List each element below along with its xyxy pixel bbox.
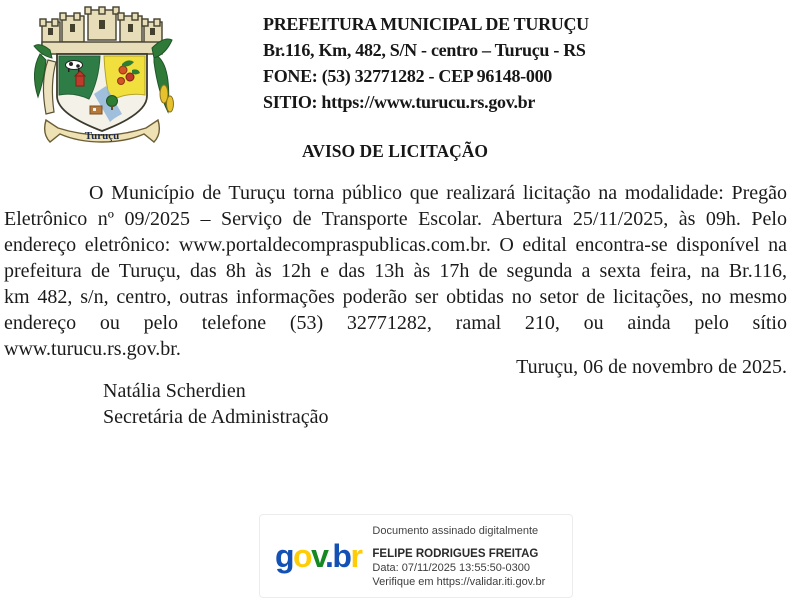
govbr-letter: r (350, 538, 362, 574)
stamp-date: Data: 07/11/2025 13:55:50-0300 (372, 561, 530, 574)
stamp-header: Documento assinado digitalmente (372, 524, 539, 537)
org-name: PREFEITURA MUNICIPAL DE TURUÇU (263, 14, 589, 34)
org-address: Br.116, Km, 482, S/N - centro – Turuçu - RS (263, 40, 586, 60)
shield-icon (57, 54, 147, 131)
document-title: AVISO DE LICITAÇÃO (301, 141, 489, 161)
date-line: Turuçu, 06 de novembro de 2025. (516, 356, 787, 378)
right-corn-icon (152, 39, 174, 112)
stamp-signer-name: FELIPE RODRIGUES FREITAG (372, 547, 539, 560)
org-website: SITIO: https://www.turucu.rs.gov.br (263, 92, 536, 112)
govbr-letter: g (275, 538, 294, 574)
signature-block (103, 379, 328, 430)
signer-role: Secretária de Administração (103, 405, 329, 428)
govbr-letter: v (311, 538, 326, 574)
left-branch-icon (34, 45, 56, 114)
govbr-letter: . (325, 538, 333, 574)
letterhead (263, 11, 589, 115)
stamp-verify-url: Verifique em https://validar.iti.gov.br (372, 575, 546, 588)
govbr-letter: b (332, 538, 351, 574)
govbr-letter: o (293, 538, 312, 574)
org-phone-cep: FONE: (53) 32771282 - CEP 96148-000 (263, 66, 552, 86)
stamp-text-block (372, 524, 545, 589)
digital-signature-stamp (259, 514, 573, 598)
notice-paragraph: O Município de Turuçu torna público que realizará licitação na modalidade: Pregão Eletrônico nº 09/2025 – Serviço de Transporte Escolar. Abertura 25/11/2025, às 09h. Pelo endereço eletrônico: www.portaldecompraspublicas.com.br. O edital encontra-se disponível na prefeitura de Turuçu, das 8h às 12h e das 13h às 17h de segunda a sexta feira, na Br.116, km 482, s/n, centro, outras informações poderão ser obtidas no setor de licitações, no mesmo endereço ou pelo telefone (53) 32771282, ramal 210, ou ainda pelo sítio www.turucu.rs.gov.br. (4, 182, 787, 360)
govbr-logo (275, 540, 361, 572)
signer-name: Natália Scherdien (103, 380, 246, 402)
crest-banner-text: Turuçu (84, 130, 120, 142)
mural-crown-icon (40, 7, 162, 54)
municipal-coat-of-arms (26, 2, 178, 150)
